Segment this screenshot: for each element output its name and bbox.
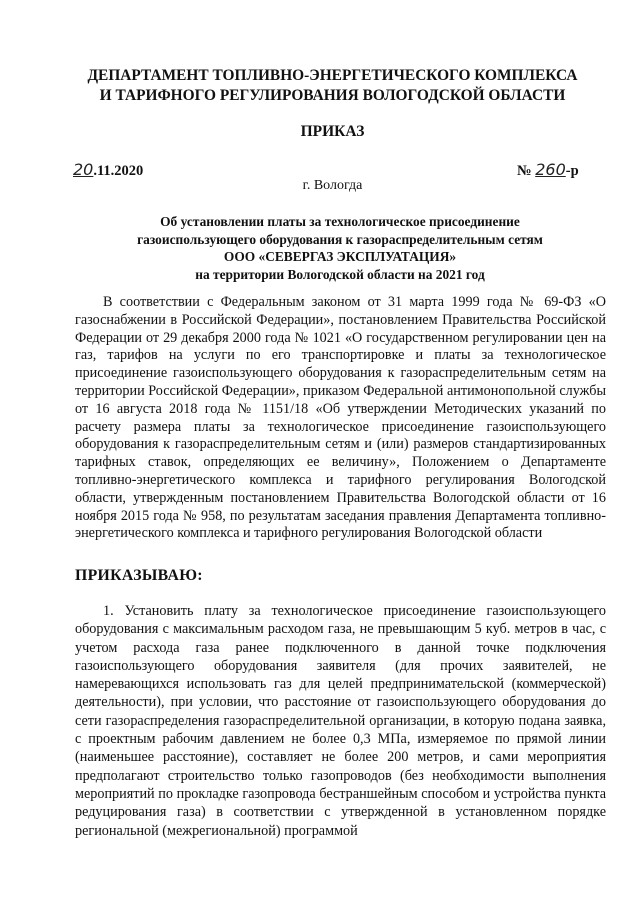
number-suffix: -р bbox=[565, 163, 579, 179]
date-rest: .11.2020 bbox=[93, 163, 144, 179]
preamble-paragraph: В соответствии с Федеральным законом от 31 марта 1999 года № 69-ФЗ «О газоснабжении в Российской Федерации», постановлением Правительства Российской Федерации от 29 декабря 2000 года № 1021 «О государственном регулировании цен на газ, тарифов на услуги по его транспортировке и платы за технологическое присоединение газоиспользующего оборудования к газораспределительным сетям на территории Российской Федерации», приказом Федеральной антимонопольной службы от 16 августа 2018 года № 1151/18 «Об утверждении Методических указаний по расчету размера платы за технологическое присоединение газоиспользующего оборудования к газораспределительным сетям и (или) размеров стандартизированных тарифных ставок, определяющих ее величину», Положением о Департаменте топливно-энергетического комплекса и тарифного регулирования Вологодской области, утвержденным постановлением Правительства Вологодской области от 16 ноября 2015 года № 958, по результатам заседания правления Департамента топливно-энергетического комплекса и тарифного регулирования Вологодской области bbox=[75, 294, 606, 542]
decree-heading: ПРИКАЗЫВАЮ: bbox=[75, 567, 203, 584]
order-subject bbox=[90, 213, 590, 284]
order-number bbox=[517, 160, 579, 180]
document-type-title: ПРИКАЗ bbox=[300, 123, 365, 140]
handwritten-number: 260 bbox=[535, 160, 566, 179]
department-line-2: И ТАРИФНОГО РЕГУЛИРОВАНИЯ ВОЛОГОДСКОЙ ОБЛАСТИ bbox=[99, 87, 566, 104]
subject-line-1: Об установлении платы за технологическое присоединение bbox=[160, 214, 520, 229]
city: г. Вологда bbox=[302, 178, 363, 193]
subject-line-4: на территории Вологодской области на 2021 год bbox=[195, 267, 485, 283]
department-heading bbox=[60, 66, 605, 106]
subject-line-2: газоиспользующего оборудования к газораспределительным сетям bbox=[137, 231, 543, 247]
number-prefix: № bbox=[517, 163, 536, 179]
item-1-paragraph: 1. Установить плату за технологическое присоединение газоиспользующего оборудования с максимальным расходом газа, не превышающим 5 куб. метров в час, с учетом расхода газа ранее подключенного в данной точке подключения газоиспользующего оборудования заявителя (для прочих заявителей, не намеревающихся использовать газ для целей предпринимательской (коммерческой) деятельности), при условии, что расстояние от газоиспользующего оборудования до сети газораспределения газораспределительной организации, в которую подана заявка, с проектным рабочим давлением не более 0,3 МПа, измеряемое по прямой линии (наименьшее расстояние), составляет не более 200 метров, и сами мероприятия предполагают строительство только газопроводов (без необходимости выполнения мероприятий по прокладке газопровода бестраншейным способом и устройства пункта редуцирования газа) в соответствии с утвержденной в установленном порядке региональной (межрегиональной) программой bbox=[75, 603, 606, 839]
subject-line-3: ООО «СЕВЕРГАЗ ЭКСПЛУАТАЦИЯ» bbox=[223, 249, 457, 265]
department-line-1: ДЕПАРТАМЕНТ ТОПЛИВНО-ЭНЕРГЕТИЧЕСКОГО КОМПЛЕКСА bbox=[87, 67, 578, 84]
handwritten-day: 20 bbox=[73, 160, 94, 179]
order-date bbox=[73, 160, 143, 180]
